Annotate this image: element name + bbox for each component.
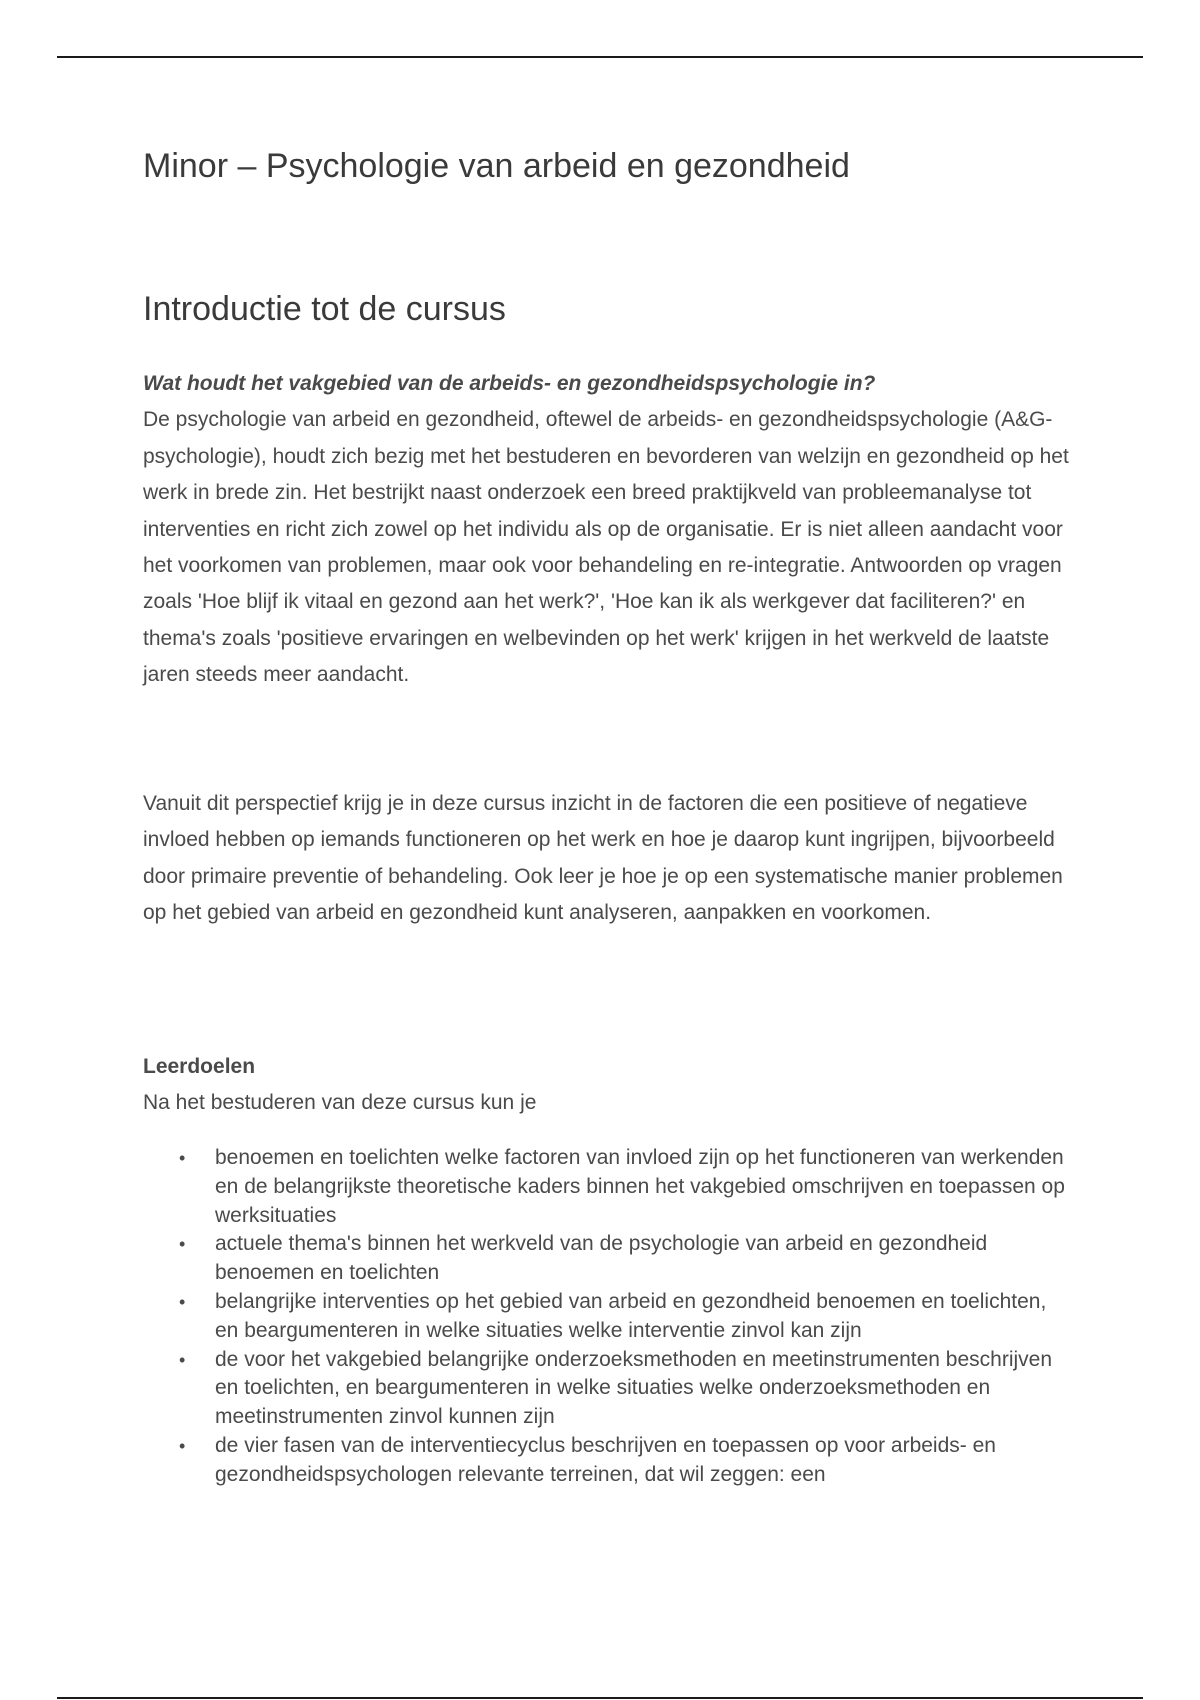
list-item <box>143 1144 1073 1230</box>
bullet-icon: • <box>179 1349 186 1370</box>
list-item <box>143 1346 1073 1432</box>
goal-text: belangrijke interventies op het gebied van arbeid en gezondheid benoemen en toelichten, en beargumenteren in welke situaties welke interventie zinvol kan zijn <box>215 1289 1047 1342</box>
list-item <box>143 1288 1073 1346</box>
goals-list <box>143 1144 1073 1490</box>
top-rule <box>57 56 1143 58</box>
goal-text: de vier fasen van de interventiecyclus beschrijven en toepassen op voor arbeids- en gezondheidspsychologen relevante terreinen, dat wil zeggen: een <box>215 1433 996 1486</box>
goals-heading: Leerdoelen <box>143 1055 256 1078</box>
goal-text: de voor het vakgebied belangrijke onderzoeksmethoden en meetinstrumenten beschrijven en toelichten, en beargumenteren in welke situaties welke onderzoeksmethoden en meetinstrumenten zinvol kunnen zijn <box>215 1347 1053 1429</box>
bullet-icon: • <box>179 1234 186 1255</box>
bottom-rule <box>57 1697 1143 1699</box>
bullet-icon: • <box>179 1435 186 1456</box>
list-item <box>143 1230 1073 1288</box>
list-item <box>143 1432 1073 1490</box>
intro-question: Wat houdt het vakgebied van de arbeids- en gezondheidspsychologie in? <box>143 372 876 395</box>
section-title: Introductie tot de cursus <box>143 290 506 328</box>
bullet-icon: • <box>179 1291 186 1312</box>
goals-intro: Na het bestuderen van deze cursus kun je <box>143 1091 537 1114</box>
intro-block <box>143 366 1073 694</box>
bullet-icon: • <box>179 1148 186 1168</box>
document-title: Minor – Psychologie van arbeid en gezondheid <box>143 147 850 185</box>
paragraph-1: De psychologie van arbeid en gezondheid, oftewel de arbeids- en gezondheidspsychologie (A&G-psychologie), houdt zich bezig met het bestuderen en bevorderen van welzijn en gezondheid op het werk in brede zin. Het bestrijkt naast onderzoek een breed praktijkveld van probleemanalyse tot interventies en richt zich zowel op het individu als op de organisatie. Er is niet alleen aandacht voor het voorkomen van problemen, maar ook voor behandeling en re-integratie. Antwoorden op vragen zoals 'Hoe blijf ik vitaal en gezond aan het werk?', 'Hoe kan ik als werkgever dat faciliteren?' en thema's zoals 'positieve ervaringen en welbevinden op het werk' krijgen in het werkveld de laatste jaren steeds meer aandacht. <box>143 408 1069 687</box>
goal-text: benoemen en toelichten welke factoren van invloed zijn op het functioneren van werkenden en de belangrijkste theoretische kaders binnen het vakgebied omschrijven en toepassen op werksituaties <box>215 1146 1065 1227</box>
goal-text: actuele thema's binnen het werkveld van de psychologie van arbeid en gezondheid benoemen en toelichten <box>215 1232 988 1285</box>
paragraph-2: Vanuit dit perspectief krijg je in deze cursus inzicht in de factoren die een positieve of negatieve invloed hebben op iemands functioneren op het werk en hoe je daarop kunt ingrijpen, bijvoorbeeld door primaire preventie of behandeling. Ook leer je hoe je op een systematische manier problemen op het gebied van arbeid en gezondheid kunt analyseren, aanpakken en voorkomen. <box>143 792 1063 925</box>
